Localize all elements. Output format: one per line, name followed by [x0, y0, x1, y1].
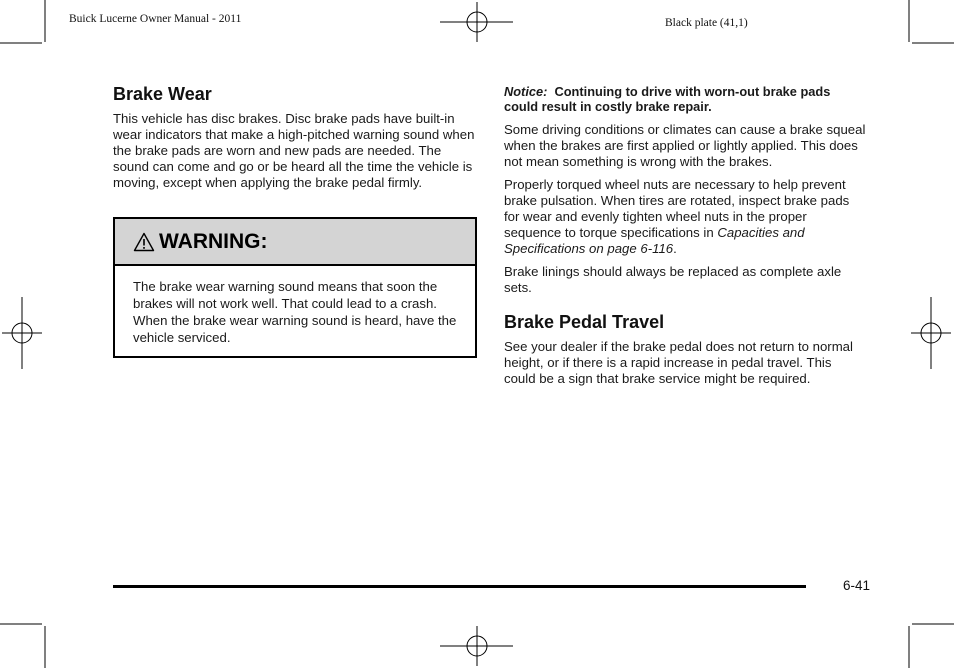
- brake-pedal-travel-text: See your dealer if the brake pedal does not return to normal height, or if there is a rapid increase in pedal travel. This could be a sign that brake service might be required.: [504, 339, 853, 386]
- notice-text: Continuing to drive with worn-out brake pads could result in costly brake repair.: [504, 84, 831, 114]
- warning-title: WARNING:: [159, 229, 268, 253]
- page-number: 6-41: [843, 578, 871, 593]
- brake-squeal-text: Some driving conditions or climates can cause a brake squeal when the brakes are first applied or lightly applied. This does not mean something is wrong with the brakes.: [504, 122, 866, 169]
- capacities-reference-link[interactable]: Capacities and Specifications on page 6-116: [504, 225, 805, 256]
- brake-wear-text: This vehicle has disc brakes. Disc brake pads have built-in wear indicators that make a high-pitched warning sound when the brake pads are worn and new pads are needed. The sound can come and go or be heard all the time the vehicle is moving, except when applying the brake pedal firmly.: [113, 111, 475, 190]
- right-column: [504, 84, 866, 387]
- brake-linings-text: Brake linings should always be replaced as complete axle sets.: [504, 264, 842, 295]
- wheel-nuts-text: Properly torqued wheel nuts are necessary to help prevent brake pulsation. When tires are rotated, inspect brake pads for wear and evenly tighten wheel nuts in the proper sequence to torque specifications in: [504, 177, 850, 240]
- warning-body: [115, 266, 475, 346]
- header-manual-title: Buick Lucerne Owner Manual - 2011: [69, 13, 242, 25]
- left-column: [113, 83, 478, 191]
- registration-mark-left: [2, 297, 42, 369]
- notice-paragraph: [504, 84, 866, 114]
- registration-mark-right: [911, 297, 951, 369]
- wheel-nuts-end: .: [673, 241, 677, 256]
- brake-pedal-travel-heading: Brake Pedal Travel: [504, 312, 665, 332]
- wheel-nuts-paragraph: [504, 177, 866, 257]
- warning-box: [113, 217, 477, 358]
- warning-header: [115, 219, 475, 266]
- warning-text: The brake wear warning sound means that soon the brakes will not work well. That could lead to a crash. When the brake wear warning sound is heard, have the vehicle serviced.: [133, 279, 457, 345]
- brake-wear-heading: Brake Wear: [113, 84, 212, 104]
- notice-label: Notice:: [504, 84, 548, 99]
- header-plate-info: Black plate (41,1): [665, 17, 748, 29]
- footer-rule: [113, 585, 806, 588]
- registration-mark-bottom: [440, 626, 513, 666]
- registration-mark-top: [440, 2, 513, 42]
- warning-triangle-icon: [133, 232, 155, 252]
